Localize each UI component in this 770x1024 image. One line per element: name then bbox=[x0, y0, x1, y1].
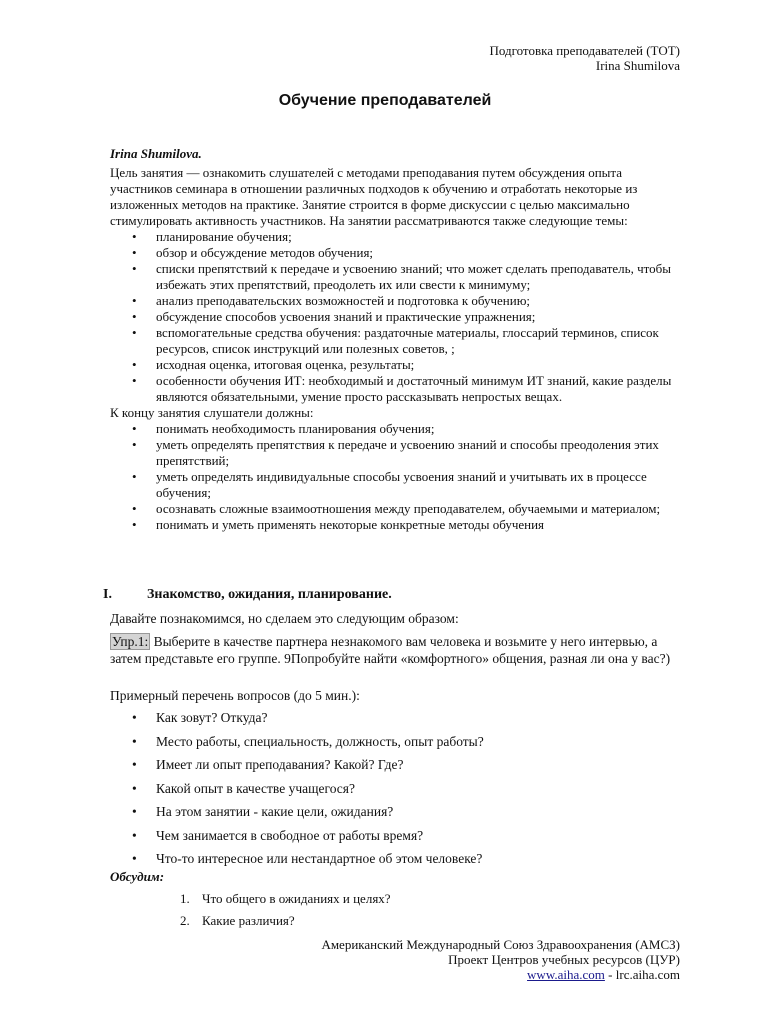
goals-intro: К концу занятия слушатели должны: bbox=[110, 405, 314, 420]
page-header bbox=[489, 43, 680, 73]
list-item: • исходная оценка, итоговая оценка, результаты; bbox=[156, 357, 676, 373]
footer-links bbox=[321, 967, 680, 982]
list-item: • понимать необходимость планирования обучения; bbox=[156, 421, 676, 437]
goals-list bbox=[110, 421, 676, 533]
list-item: • уметь определять препятствия к передаче и усвоению знаний и способы преодоления этих препятствий; bbox=[156, 437, 676, 469]
list-item: • Что-то интересное или нестандартное об этом человеке? bbox=[156, 851, 484, 875]
lrc-link-text: lrc.aiha.com bbox=[615, 967, 680, 982]
list-item: • На этом занятии - какие цели, ожидания? bbox=[156, 804, 484, 828]
item-text: Какие различия? bbox=[202, 913, 295, 928]
questions-list bbox=[110, 710, 484, 875]
list-item: • Чем занимается в свободное от работы время? bbox=[156, 828, 484, 852]
list-item: • особенности обучения ИТ: необходимый и достаточный минимум ИТ знаний, какие разделы являются обязательными, умение просто рассказывать непростых вещах. bbox=[156, 373, 676, 405]
item-text: Что общего в ожиданиях и целях? bbox=[202, 891, 391, 906]
footer-separator: - bbox=[604, 967, 616, 982]
item-number: 1. bbox=[180, 891, 190, 906]
exercise-text: Выберите в качестве партнера незнакомого вам человека и возьмите у него интервью, а затем представьте его группе. 9Попробуйте найти «комфортного» общения, разная ли она у вас?) bbox=[110, 634, 671, 666]
aiha-link[interactable]: www.aiha.com bbox=[527, 967, 605, 982]
section-heading bbox=[103, 587, 392, 603]
intro-section bbox=[110, 165, 676, 533]
item-number: 2. bbox=[180, 913, 190, 928]
list-item bbox=[180, 891, 391, 913]
page-title: Обучение преподавателей bbox=[278, 92, 492, 109]
intro-line: Давайте познакомимся, но сделаем это следующим образом: bbox=[110, 611, 459, 626]
list-item: • обсуждение способов усвоения знаний и практические упражнения; bbox=[156, 309, 676, 325]
list-item: • понимать и уметь применять некоторые конкретные методы обучения bbox=[156, 517, 676, 533]
questions-intro: Примерный перечень вопросов (до 5 мин.): bbox=[110, 688, 360, 703]
section-number: I. bbox=[103, 587, 112, 602]
author-name: Irina Shumilova. bbox=[110, 146, 202, 161]
list-item: • Имеет ли опыт преподавания? Какой? Где? bbox=[156, 757, 484, 781]
list-item: • уметь определять индивидуальные способы усвоения знаний и учитывать их в процессе обучения; bbox=[156, 469, 676, 501]
footer-organization: Американский Международный Союз Здравоохранения (АМСЗ) bbox=[321, 937, 680, 952]
list-item: • вспомогательные средства обучения: раздаточные материалы, глоссарий терминов, список ресурсов, список инструкций или полезных советов, ; bbox=[156, 325, 676, 357]
list-item: • планирование обучения; bbox=[156, 229, 676, 245]
discuss-label: Обсудим: bbox=[110, 869, 165, 884]
list-item bbox=[180, 913, 391, 935]
intro-paragraph: Цель занятия — ознакомить слушателей с методами преподавания путем обсуждения опыта участников семинара в отношении различных подходов к обучению и отработать некоторые из изложенных методов на практике. Занятие строится в форме дискуссии с целью максимально стимулировать активность участников. На занятии рассматриваются также следующие темы: bbox=[110, 165, 638, 228]
list-item: • Как зовут? Откуда? bbox=[156, 710, 484, 734]
section-title: Знакомство, ожидания, планирование. bbox=[147, 587, 392, 602]
exercise-label: Упр.1: bbox=[112, 634, 149, 649]
header-author: Irina Shumilova bbox=[595, 58, 680, 73]
header-course: Подготовка преподавателей (ТОТ) bbox=[489, 43, 680, 58]
page-footer bbox=[321, 937, 680, 982]
list-item: • Какой опыт в качестве учащегося? bbox=[156, 781, 484, 805]
discuss-list bbox=[180, 891, 391, 935]
topics-list bbox=[110, 229, 676, 405]
list-item: • Место работы, специальность, должность, опыт работы? bbox=[156, 734, 484, 758]
list-item: • осознавать сложные взаимоотношения между преподавателем, обучаемыми и материалом; bbox=[156, 501, 676, 517]
footer-project: Проект Центров учебных ресурсов (ЦУР) bbox=[448, 952, 680, 967]
list-item: • списки препятствий к передаче и усвоению знаний; что может сделать преподаватель, чтобы избежать этих препятствий, преодолеть их или свести к минимуму; bbox=[156, 261, 676, 293]
list-item: • обзор и обсуждение методов обучения; bbox=[156, 245, 676, 261]
list-item: • анализ преподавательских возможностей и подготовка к обучению; bbox=[156, 293, 676, 309]
exercise-paragraph bbox=[110, 633, 690, 667]
